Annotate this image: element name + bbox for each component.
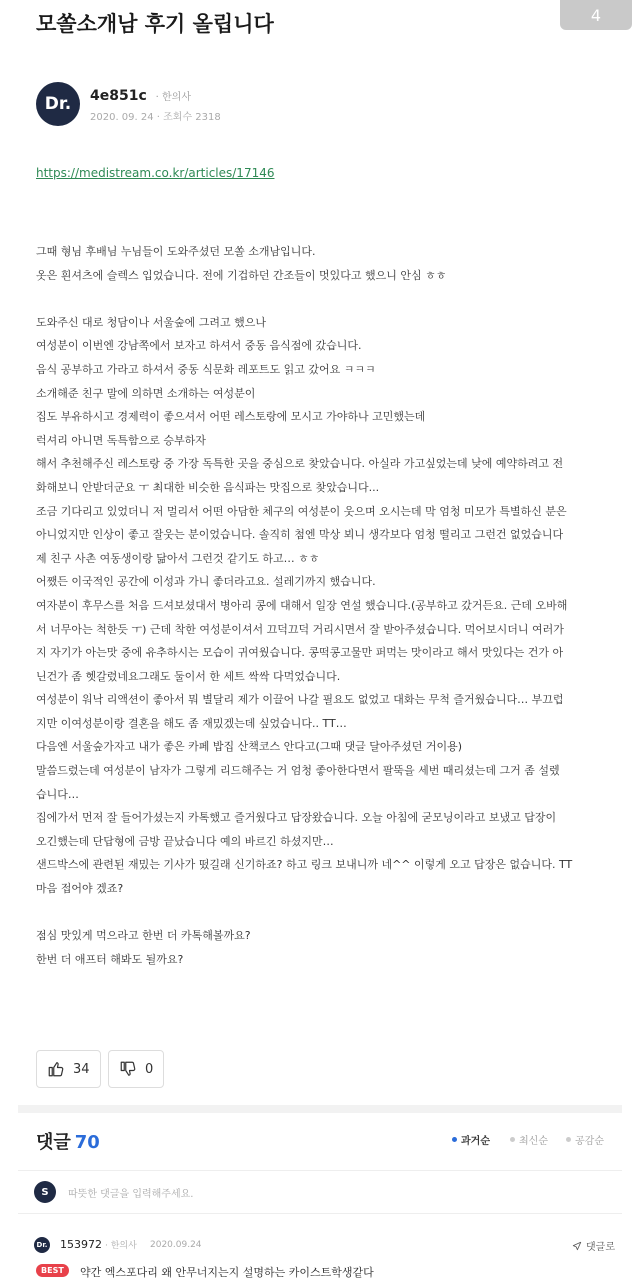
article-link[interactable]: https://medistream.co.kr/articles/17146 [36,166,275,180]
body-line: 다음엔 서울숲가자고 내가 좋은 카페 밥집 산책코스 안다고(그때 댓글 달아주셨던 거이용) [36,740,463,754]
body-line: 여성분이 이번엔 강남쪽에서 보자고 하셔서 중동 음식점에 갔습니다. [36,339,362,353]
comment-text: 약간 엑스포다리 왜 안무너지는지 설명하는 카이스트학생같다 [80,1266,374,1279]
author-info [90,88,191,104]
body-line: 말씀드렸는데 여성분이 남자가 그렇게 리드해주는 거 엄청 좋아한다면서 팔뚝을 세번 때리셨는데 그거 좀 설렜 [36,764,560,778]
body-line: 서 너무아는 척한듯 ㅜ) 근데 착한 여성분이셔서 끄덕끄덕 거리시면서 잘 받아주셨습니다. 먹어보시더니 여러가 [36,622,564,636]
author-name[interactable]: 4e851c [90,88,147,104]
comment-date: 2020.09.24 [150,1240,202,1250]
comment-input[interactable]: 따뜻한 댓글을 입력해주세요. [68,1189,194,1200]
body-line: 한번 더 애프터 해봐도 될까요? [36,952,184,966]
like-button[interactable] [36,1050,101,1088]
body-line: 집도 부유하시고 경제력이 좋으셔서 어떤 레스토랑에 모시고 가야하나 고민했는데 [36,410,426,424]
page-number-badge: 4 [560,0,632,30]
like-count: 34 [73,1061,90,1077]
commenter-avatar[interactable]: Dr. [34,1237,50,1253]
post-meta: 2020. 09. 24 · 조회수 2318 [90,112,221,123]
body-line: 닌건가 좀 헷갈렸네요그래도 둘이서 한 세트 싹싹 다먹었습니다. [36,669,341,683]
author-role: · 한의사 [155,92,191,103]
body-line: 음식 공부하고 가라고 하셔서 중동 식문화 레포트도 읽고 갔어요 ㅋㅋㅋ [36,362,376,376]
sort-label: 공감순 [575,1136,604,1147]
body-line: 집에가서 먼저 잘 들어가셨는지 카톡했고 즐거웠다고 답장왔습니다. 오늘 아침에 굳모닝이라고 보냈고 답장이 [36,811,557,825]
body-line: 지 자기가 아는맛 중에 유추하시는 모습이 귀여웠습니다. 콩떡콩고물만 퍼먹는 맛이라고 해서 맛있다는 건가 아 [36,646,564,660]
thumbs-down-icon [119,1060,137,1078]
body-line: 옷은 흰셔츠에 슬렉스 입었습니다. 전에 기겁하던 간조들이 멋있다고 했으니 안심 ㅎㅎ [36,268,447,282]
post-title: 모쏠소개남 후기 올립니다 [36,12,274,36]
section-divider [18,1105,622,1113]
body-line: 여성분이 워낙 리액션이 좋아서 뭐 별달리 제가 이끌어 나갈 필요도 없었고 대화는 무척 즐거웠습니다… 부끄럽 [36,693,564,707]
body-line: 여자분이 후무스를 처음 드셔보셨대서 병아리 콩에 대해서 일장 연설 했습니다.(공부하고 갔거든요. 근데 오바해 [36,598,568,612]
sort-oldest[interactable] [452,1132,490,1147]
body-line: 습니다… [36,787,79,801]
sort-dot-icon [452,1137,457,1142]
body-line: 지만 이여성분이랑 결혼을 해도 좀 재밌겠는데 싶었습니다.. TT… [36,716,347,730]
commenter-role: · 한의사 [105,1241,137,1251]
sort-dot-icon [510,1137,515,1142]
reply-label: 댓글로 [586,1242,615,1253]
thumbs-up-icon [47,1060,65,1078]
reply-button[interactable] [572,1238,615,1253]
post-body [36,240,618,971]
user-avatar: S [34,1181,56,1203]
best-badge: BEST [36,1264,69,1277]
body-line: 해서 추천해주신 레스토랑 중 가장 독특한 곳을 중심으로 찾았습니다. 아실라 가고싶었는데 낮에 예약하려고 전 [36,457,564,471]
sort-label: 과거순 [461,1136,490,1147]
body-line: 아니었지만 인상이 좋고 잘웃는 분이었습니다. 솔직히 첨엔 막상 뵈니 생각보다 엄청 떨리고 그런건 없었습니다 [36,528,564,542]
body-line: 화해보니 안받더군요 ㅜ 최대한 비슷한 음식파는 맛집으로 찾았습니다... [36,480,380,494]
body-line [36,287,618,311]
body-line: 도와주신 대로 청담이나 서울숲에 그려고 했으나 [36,315,267,329]
commenter-name[interactable]: 153972 [60,1238,102,1251]
comments-label: 댓글 [36,1132,71,1153]
body-line: 마음 접어야 겠죠? [36,882,124,896]
body-line: 점심 맛있게 먹으라고 한번 더 카톡해볼까요? [36,929,251,943]
body-line: 오긴했는데 단답형에 금방 끝났습니다 예의 바르긴 하셨지만… [36,834,334,848]
sort-newest[interactable] [510,1132,548,1147]
body-line: 럭셔리 아니면 독특함으로 승부하자 [36,433,206,447]
comments-header [36,1128,100,1154]
body-line: 그때 형님 후배님 누님들이 도와주셨던 모쏠 소개남입니다. [36,245,316,258]
reply-icon [572,1241,582,1251]
author-avatar[interactable]: Dr. [36,82,80,126]
sort-dot-icon [566,1137,571,1142]
body-line: 어쨌든 이국적인 공간에 이성과 가니 좋더라고요. 설레기까지 했습니다. [36,575,376,589]
body-line: 제 친구 사촌 여동생이랑 닮아서 그런것 같기도 하고… ㅎㅎ [36,551,320,565]
body-line [36,901,618,925]
sort-label: 최신순 [519,1136,548,1147]
body-line: 조금 기다리고 있었더니 저 멀리서 어떤 아담한 체구의 여성분이 웃으며 오시는데 막 엄청 미모가 특별하신 분은 [36,504,567,518]
body-line: 샌드박스에 관련된 재밌는 기사가 떴길래 신기하죠? 하고 링크 보내니까 네^^ 이렇게 오고 답장은 없습니다. TT [36,858,573,872]
dislike-count: 0 [145,1061,154,1077]
commenter-info [60,1238,137,1251]
comment-input-box[interactable] [18,1170,622,1214]
body-line: 소개해준 친구 말에 의하면 소개하는 여성분이 [36,386,256,400]
dislike-button[interactable] [108,1050,164,1088]
sort-likes[interactable] [566,1132,604,1147]
comments-count: 70 [74,1132,100,1153]
